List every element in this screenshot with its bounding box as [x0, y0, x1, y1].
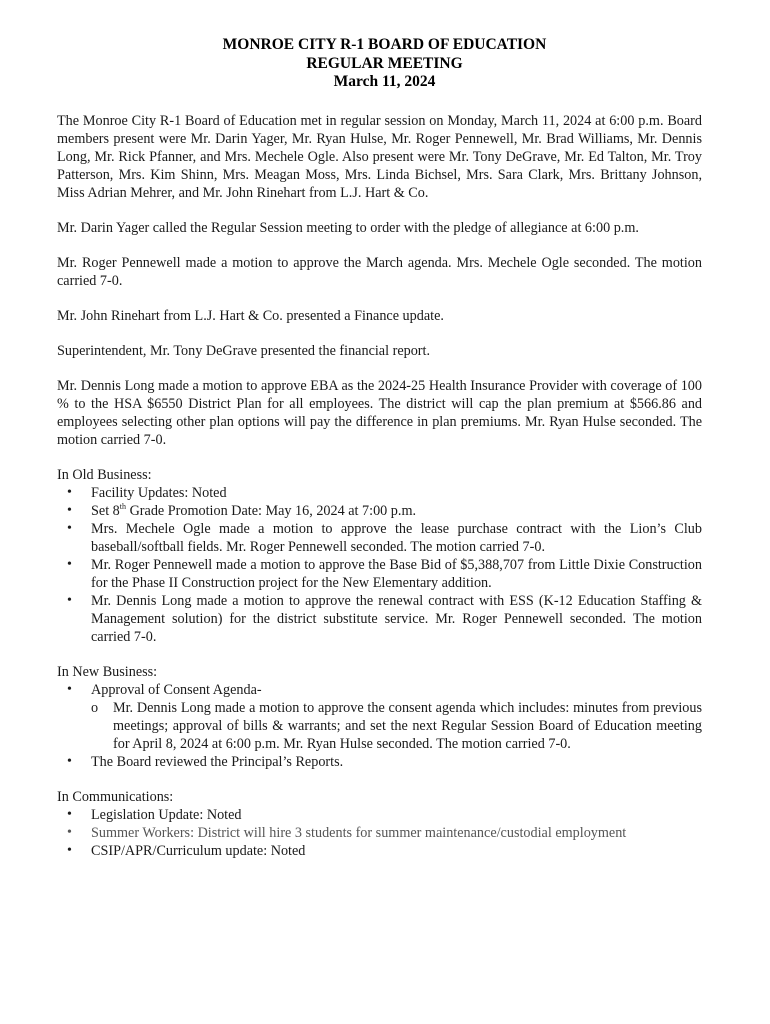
consent-agenda-sublist — [91, 699, 702, 753]
new-business-heading: In New Business: — [57, 663, 158, 680]
list-item: • Summer Workers: District will hire 3 students for summer maintenance/custodial employment — [57, 824, 702, 842]
health-insurance-paragraph: Mr. Dennis Long made a motion to approve EBA as the 2024-25 Health Insurance Provider with coverage of 100 % to the HSA $6550 District Plan for all employees. The district will cap the plan premium at $566.86 and employees selecting other plan options will pay the difference in plan premiums. Mr. Ryan Hulse seconded. The motion carried 7-0. — [57, 377, 702, 448]
promotion-date-suffix: Grade Promotion Date: May 16, 2024 at 7:00 p.m. — [126, 502, 417, 519]
list-item: • Mrs. Mechele Ogle made a motion to approve the lease purchase contract with the Lion’s Club baseball/softball fields. Mr. Roger Pennewell seconded. The motion carried 7-0. — [57, 520, 702, 556]
header-board-name: MONROE CITY R-1 BOARD OF EDUCATION — [222, 36, 547, 53]
call-to-order-paragraph: Mr. Darin Yager called the Regular Session meeting to order with the pledge of allegiance at 6:00 p.m. — [57, 219, 639, 236]
list-item: • Mr. Dennis Long made a motion to approve the renewal contract with ESS (K-12 Education Staffing & Management solution) for the district substitute service. Mr. Roger Pennewell seconded. The motion carried 7-0. — [57, 592, 702, 646]
header-meeting-date: March 11, 2024 — [333, 73, 436, 90]
sub-list-item: o Mr. Dennis Long made a motion to approve the consent agenda which includes: minutes from previous meetings; approval of bills & warrants; and set the next Regular Session Board of Education meeting for April 8, 2024 at 6:00 p.m. Mr. Ryan Hulse seconded. The motion carried 7-0. — [91, 699, 702, 753]
finance-update-paragraph: Mr. John Rinehart from L.J. Hart & Co. presented a Finance update. — [57, 307, 444, 324]
attendance-paragraph: The Monroe City R-1 Board of Education met in regular session on Monday, March 11, 2024 at 6:00 p.m. Board members present were Mr. Darin Yager, Mr. Ryan Hulse, Mr. Roger Pennewell, Mr. Brad Williams, Mr. Dennis Long, Mr. Rick Pfanner, and Mrs. Mechele Ogle. Also present were Mr. Tony DeGrave, Mr. Ed Talton, Mr. Troy Patterson, Mrs. Kim Shinn, Mrs. Meagan Moss, Mrs. Linda Bichsel, Mrs. Sara Clark, Mrs. Brittany Johnson, Miss Adrian Mehrer, and Mr. John Rinehart from L.J. Hart & Co. — [57, 112, 702, 201]
list-item: • Legislation Update: Noted — [57, 806, 702, 824]
promotion-date-prefix: Set 8 — [91, 502, 120, 519]
new-business-list — [57, 681, 702, 771]
financial-report-paragraph: Superintendent, Mr. Tony DeGrave presented the financial report. — [57, 342, 431, 359]
list-item: • Facility Updates: Noted — [57, 484, 702, 502]
old-business-list — [57, 484, 702, 646]
header-meeting-type: REGULAR MEETING — [306, 54, 463, 72]
communications-heading: In Communications: — [57, 788, 174, 805]
document-header — [57, 36, 702, 92]
list-item — [57, 681, 702, 753]
communications-list — [57, 806, 702, 860]
list-item: • The Board reviewed the Principal’s Reports. — [57, 753, 702, 771]
agenda-motion-paragraph: Mr. Roger Pennewell made a motion to approve the March agenda. Mrs. Mechele Ogle seconded. The motion carried 7-0. — [57, 254, 702, 289]
ordinal-suffix: th — [119, 501, 127, 511]
list-item: • Mr. Roger Pennewell made a motion to approve the Base Bid of $5,388,707 from Little Dixie Construction for the Phase II Construction project for the New Elementary addition. — [57, 556, 702, 592]
consent-agenda-label: Approval of Consent Agenda- — [91, 681, 262, 698]
old-business-heading: In Old Business: — [57, 466, 152, 483]
list-item: • CSIP/APR/Curriculum update: Noted — [57, 842, 702, 860]
list-item — [57, 502, 702, 520]
